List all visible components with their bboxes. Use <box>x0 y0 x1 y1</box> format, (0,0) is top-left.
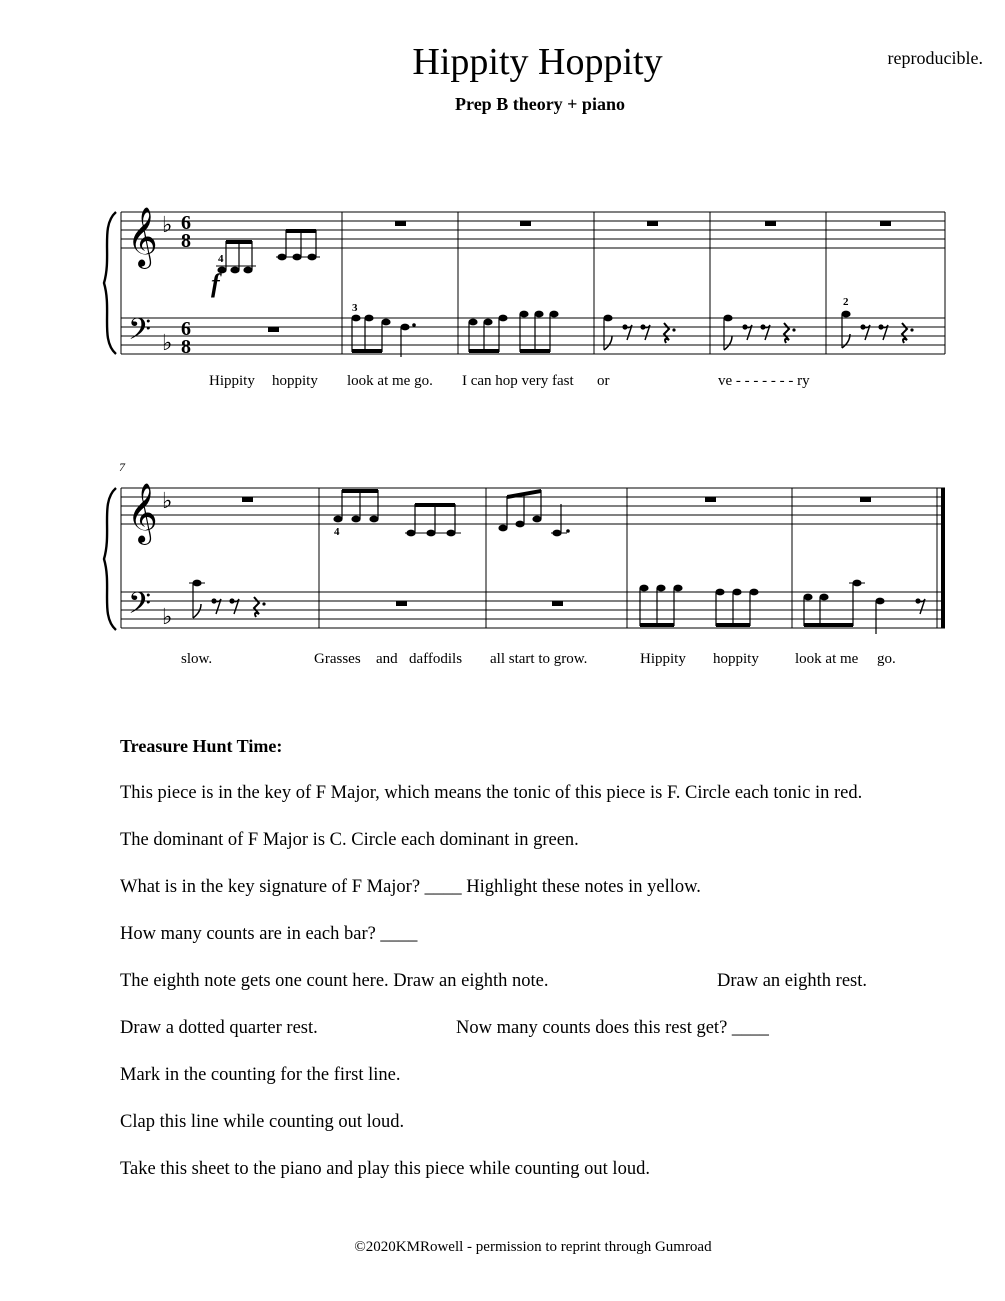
bass-notes-m11 <box>803 580 925 634</box>
lyric: Hippity <box>640 651 686 667</box>
lyric: Grasses <box>314 651 361 667</box>
question-dominant: The dominant of F Major is C. Circle each dominant in green. <box>120 830 579 850</box>
page-subtitle: Prep B theory + piano <box>455 94 625 114</box>
time-sig-top: 6 <box>181 212 191 234</box>
question-mark-counting: Mark in the counting for the first line. <box>120 1065 401 1085</box>
bass-notes-m10 <box>639 585 758 627</box>
fingering: 3 <box>352 302 358 314</box>
question-play: Take this sheet to the piano and play this piece while counting out loud. <box>120 1159 650 1179</box>
bass-clef-icon: 𝄢 <box>128 587 152 627</box>
question-key-signature: What is in the key signature of F Major? ____ Highlight these notes in yellow. <box>120 877 701 897</box>
bass-notes-m4-m6 <box>603 296 913 350</box>
time-sig-top-bass: 6 <box>181 318 191 340</box>
lyric: or <box>597 373 610 389</box>
flat-icon: ♭ <box>162 330 173 355</box>
question-clap: Clap this line while counting out loud. <box>120 1112 405 1132</box>
question-tonic: This piece is in the key of F Major, which means the tonic of this piece is F. Circle each tonic in red. <box>120 783 863 803</box>
fingering: 4 <box>334 526 340 538</box>
lyric: look at me <box>795 651 859 667</box>
question-dotted-quarter-rest: Draw a dotted quarter rest. <box>120 1018 318 1038</box>
bass-notes-m7 <box>189 580 266 618</box>
bass-clef-icon: 𝄢 <box>128 313 152 353</box>
flat-icon: ♭ <box>162 212 173 237</box>
time-sig-bottom-bass: 8 <box>181 336 191 358</box>
lyric: I can hop very fast <box>462 373 574 389</box>
bass-notes-m3 <box>468 311 558 353</box>
lyric: daffodils <box>409 651 463 667</box>
treble-notes-m9 <box>498 489 569 536</box>
flat-icon: ♭ <box>162 604 173 629</box>
bass-notes-m2 <box>351 302 415 357</box>
lyric: ve - - - - - - - ry <box>718 373 810 389</box>
system-1 <box>104 207 945 358</box>
question-eighth-rest: Draw an eighth rest. <box>717 971 868 991</box>
time-sig-bottom: 8 <box>181 230 191 252</box>
measure-number: 7 <box>119 460 125 474</box>
lyric: hoppity <box>272 373 318 389</box>
fingering: 4 <box>218 253 224 265</box>
question-eighth-note: The eighth note gets one count here. Draw an eighth note. <box>120 971 549 991</box>
lyric: go. <box>877 651 896 667</box>
lyric: hoppity <box>713 651 759 667</box>
copyright-footer: ©2020KMRowell - permission to reprint through Gumroad <box>354 1239 712 1255</box>
page-title: Hippity Hoppity <box>412 41 663 83</box>
lyric: Hippity <box>209 373 255 389</box>
flat-icon: ♭ <box>162 488 173 513</box>
treasure-hunt-heading: Treasure Hunt Time: <box>120 736 283 756</box>
lyric: look at me go. <box>347 373 433 389</box>
treble-clef-icon: 𝄞 <box>127 485 158 542</box>
fingering: 2 <box>843 296 849 308</box>
reproducible-note: reproducible. <box>887 48 983 68</box>
lyric: and <box>376 651 398 667</box>
lyric: all start to grow. <box>490 651 588 667</box>
treble-notes-m8 <box>333 489 461 538</box>
question-rest-counts: Now many counts does this rest get? ____ <box>456 1018 769 1038</box>
system-2 <box>104 483 945 634</box>
question-counts: How many counts are in each bar? ____ <box>120 924 418 944</box>
dynamic-marking: f <box>211 269 220 298</box>
treble-clef-icon: 𝄞 <box>127 209 158 266</box>
lyric: slow. <box>181 651 213 667</box>
